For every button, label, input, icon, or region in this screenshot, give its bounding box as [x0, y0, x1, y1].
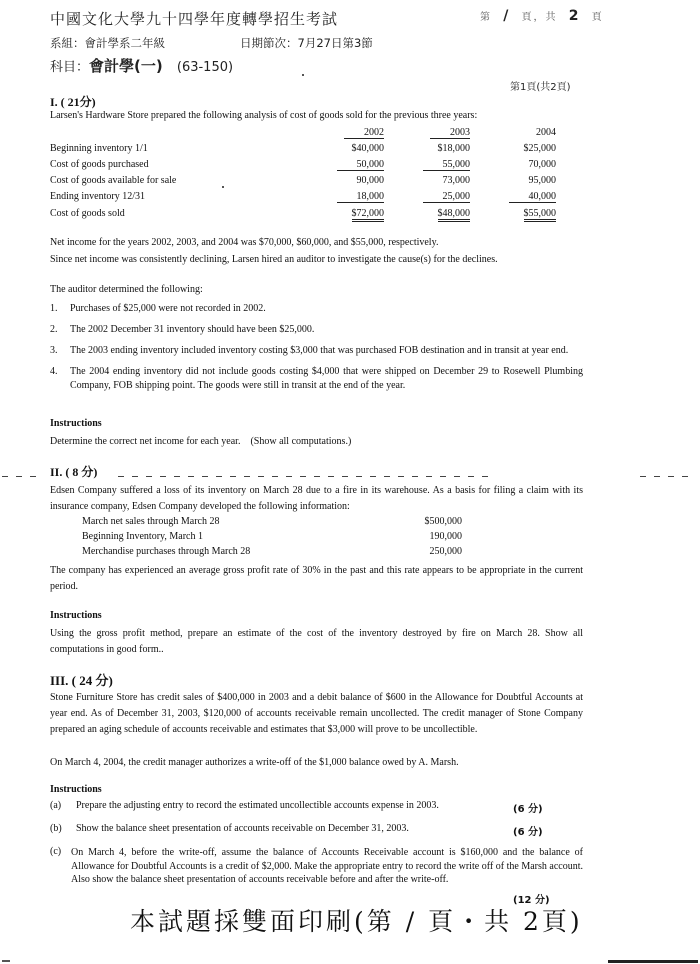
scan-speck [222, 186, 224, 188]
item-points: (6 分) [513, 804, 543, 815]
auditor-intro: The auditor determined the following: [50, 284, 203, 295]
cell: 90,000 [356, 175, 384, 187]
section-2-intro: Edsen Company suffered a loss of its inventory on March 28 due to a fire in its warehouse. As a basis for filing a claim with its insurance company, Edsen Company developed the following information: [50, 485, 583, 512]
cell: $18,000 [437, 142, 470, 154]
cell: $48,000 [438, 208, 471, 222]
section-1-intro: Larsen's Hardware Store prepared the following analysis of cost of goods sold for the previous three years: [50, 110, 478, 121]
row-label: Cost of goods purchased [50, 158, 149, 170]
scan-speck [302, 74, 304, 76]
net-income-text: Net income for the years 2002, 2003, and 2004 was $70,000, $60,000, and $55,000, respectively. [50, 237, 439, 248]
finding-text: The 2002 December 31 inventory should have been $25,000. [70, 324, 315, 335]
table-row [50, 156, 558, 172]
info-label: March net sales through March 28 [82, 516, 220, 527]
page-indicator: 第1頁(共2頁) [510, 82, 571, 93]
auditor-findings [50, 302, 583, 399]
subject [50, 55, 233, 76]
finding-item [50, 323, 583, 337]
finding-text: The 2003 ending inventory included inventory costing $3,000 that was purchased FOB destination and in transit at year end. [70, 345, 569, 356]
cell: $25,000 [523, 142, 556, 154]
cogs-table [50, 124, 558, 221]
row-label: Ending inventory 12/31 [50, 191, 145, 203]
page-number-top [480, 8, 604, 24]
exam-title: 中國文化大學九十四學年度轉學招生考試 [50, 10, 339, 28]
cogs-header-row [50, 124, 558, 140]
page-top-left: 第 [480, 12, 492, 23]
finding-num: 4. [50, 366, 58, 377]
page-top-mid: 頁，共 [521, 12, 558, 23]
cell: 95,000 [528, 175, 556, 187]
item-text: Prepare the adjusting entry to record the estimated uncollectible accounts expense in 2003. [76, 800, 439, 811]
info-value: $500,000 [424, 516, 462, 527]
date-session: 日期節次：7月27日第3節 [240, 36, 373, 50]
item-num: (b) [50, 823, 62, 834]
cell: 50,000 [337, 159, 385, 171]
page-top-right: 頁 [591, 12, 604, 23]
finding-num: 1. [50, 303, 58, 314]
table-row [50, 205, 558, 221]
section-3-intro: Stone Furniture Store has credit sales of $400,000 in 2003 and a debit balance of $600 in the Allowance for Doubtful Accounts at year end. As of December 31, 2003, $120,000 of accounts receivable remain uncollected. The credit manager of Stone Company prepared an aging schedule of accounts receivable and estimates that $3,000 will prove to be uncollectible. [50, 692, 583, 735]
declining-text: Since net income was consistently declining, Larsen hired an auditor to investigate the cause(s) for the declines. [50, 254, 498, 265]
col-2002: 2002 [344, 127, 384, 139]
table-row [50, 189, 558, 205]
info-value: 250,000 [429, 546, 462, 557]
cell: 70,000 [528, 158, 556, 170]
item-text: On March 4, before the write-off, assume the balance of Accounts Receivable account is $160,000 and the balance of Allowance for Doubtful Accounts is a credit of $2,000. Make the appropriate entry to record the write off of the Marsh account. Also show the balance sheet presentation of accounts receivable before and after the write-off. [71, 847, 583, 885]
item-num: (c) [50, 846, 62, 857]
writeoff-text: On March 4, 2004, the credit manager authorizes a write-off of the $1,000 balance owed by A. Marsh. [50, 757, 459, 768]
finding-text: Purchases of $25,000 were not recorded in 2002. [70, 303, 266, 314]
info-label: Beginning Inventory, March 1 [82, 531, 203, 542]
finding-num: 3. [50, 345, 58, 356]
finding-num: 2. [50, 324, 58, 335]
item-points: (6 分) [513, 827, 543, 838]
info-label: Merchandise purchases through March 28 [82, 546, 251, 557]
subject-label: 科目： [50, 60, 90, 75]
col-2004: 2004 [536, 126, 556, 138]
subject-name: 會計學(一) [89, 57, 163, 75]
row-label: Cost of goods sold [50, 207, 125, 219]
row-label: Cost of goods available for sale [50, 175, 177, 187]
cell: $55,000 [524, 208, 557, 222]
scan-dash-left [2, 476, 42, 477]
scan-edge-mark [608, 960, 698, 963]
page-top-total: 2 [568, 8, 581, 24]
cell: 40,000 [509, 191, 557, 203]
scan-edge-mark [2, 960, 10, 962]
col-2003: 2003 [430, 127, 470, 139]
cell: $40,000 [351, 142, 384, 154]
table-row [50, 140, 558, 156]
subject-code: (63-150) [176, 60, 234, 75]
item-num: (a) [50, 800, 62, 811]
section-2-title: II. ( 8 分) [50, 465, 98, 479]
section-2-info-list [82, 514, 462, 559]
section-3-instructions-heading: Instructions [50, 784, 102, 795]
section-2-instructions-heading: Instructions [50, 610, 102, 621]
section-2-instructions: Using the gross profit method, prepare an estimate of the cost of the inventory destroyed by fire on March 28. Show all computations in good form.. [50, 628, 583, 655]
finding-text: The 2004 ending inventory did not include goods costing $4,000 that were shipped on December 29 to Rosewell Plumbing Company, FOB shipping point. The goods were still in transit at the end of the year. [70, 366, 583, 391]
printing-notice: 本試題採雙面印刷(第 / 頁・共 2頁) [130, 907, 583, 936]
cell: 73,000 [442, 175, 470, 187]
scan-dash-line [118, 476, 488, 477]
section-1-title: I. ( 21分) [50, 95, 96, 109]
department: 系組：會計學系二年級 [50, 36, 165, 50]
info-row [82, 514, 462, 529]
info-value: 190,000 [429, 531, 462, 542]
cell: $72,000 [352, 208, 385, 222]
info-row [82, 544, 462, 559]
info-row [82, 529, 462, 544]
finding-item [50, 344, 583, 358]
item-points: (12 分) [513, 895, 550, 906]
section-1-instructions-heading: Instructions [50, 418, 102, 429]
cell: 25,000 [423, 191, 471, 203]
page-top-num: / [503, 8, 511, 24]
gross-profit-text: The company has experienced an average gross profit rate of 30% in the past and this rate appears to be appropriate in the current period. [50, 565, 583, 592]
cell: 18,000 [337, 191, 385, 203]
section-1-instructions: Determine the correct net income for each year. (Show all computations.) [50, 436, 352, 447]
scan-dash-right [640, 476, 695, 477]
finding-item [50, 302, 583, 316]
table-row [50, 173, 558, 189]
row-label: Beginning inventory 1/1 [50, 142, 148, 154]
item-text: Show the balance sheet presentation of accounts receivable on December 31, 2003. [76, 823, 409, 834]
finding-item [50, 365, 583, 393]
cell: 55,000 [423, 159, 471, 171]
section-3-title: III. ( 24 分) [50, 673, 113, 688]
